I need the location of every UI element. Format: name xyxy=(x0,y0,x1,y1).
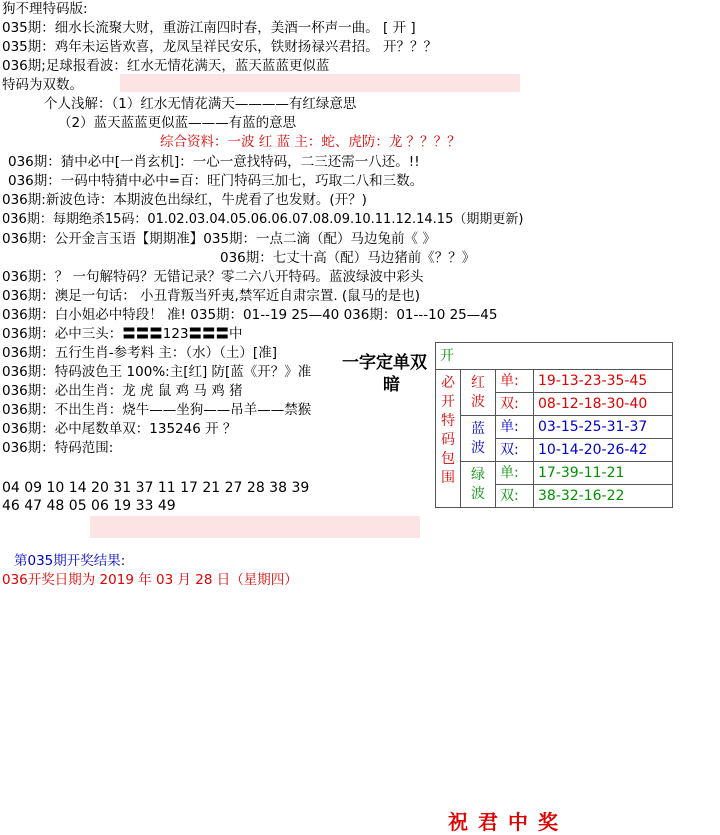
package-panel xyxy=(435,342,673,508)
blue-wave-label: 蓝波 xyxy=(461,416,496,462)
line-14: 036期：特码波色王 100%:主[红] 防[蓝《开？》准 xyxy=(2,364,312,380)
red-wave-label: 红波 xyxy=(461,370,496,416)
note-2: （2）蓝天蓝蓝更似蓝———有蓝的意思 xyxy=(58,115,297,131)
line-11: 036期：白小姐必中特段！ 准! 035期：01--19 25—40 036期：01---10 25—45 xyxy=(2,307,498,323)
line-7: 036期：公开金言玉语【期期准】035期：一点二滴（配）马边兔前《 》 xyxy=(2,231,436,247)
panel-tag: 单: xyxy=(496,462,534,485)
panel-kai: 开 xyxy=(436,343,673,370)
panel-tag: 双: xyxy=(496,485,534,508)
panel-side-label: 必开特码包围 xyxy=(436,370,461,508)
line-5: 036期:新波色诗：本期波色出绿红，牛虎看了也发财。(开？) xyxy=(2,192,367,208)
panel-nums: 17-39-11-21 xyxy=(534,462,673,485)
line-17: 036期：必中尾数单双：135246 开 ？ xyxy=(2,421,237,437)
panel-tag: 双: xyxy=(496,439,534,462)
line-15: 036期：必出生肖：龙 虎 鼠 鸡 马 鸡 猪 xyxy=(2,383,243,399)
panel-tag: 单: xyxy=(496,416,534,439)
green-wave-label: 绿波 xyxy=(461,462,496,508)
panel-nums: 10-14-20-26-42 xyxy=(534,439,673,462)
panel-tag: 单: xyxy=(496,370,534,393)
range-line-1: 04 09 10 14 20 31 37 11 17 21 27 28 38 39 xyxy=(2,480,310,496)
line-6: 036期：每期绝杀15码：01.02.03.04.05.06.06.07.08.09.10.11.12.14.15（期期更新) xyxy=(2,212,524,227)
page-title: 狗不理特码版: xyxy=(2,1,88,17)
bless-text: 祝君中奖 xyxy=(448,810,568,834)
range-line-2: 46 47 48 05 06 19 33 49 xyxy=(2,498,176,514)
result-title: 第035期开奖结果: xyxy=(14,553,126,569)
panel-tag: 双: xyxy=(496,393,534,416)
line-3: 036期：猜中必中[一肖玄机]：一心一意找特码，二三还需一八还。!! xyxy=(8,154,420,170)
line-035b: 035期：鸡年未运皆欢喜，龙凤呈祥民安乐，铁财扬禄兴君招。 开？？？ xyxy=(2,39,438,55)
highlight-band xyxy=(90,516,420,538)
zonghe-line: 综合资料：一波 红 蓝 主：蛇、虎防：龙 ？？？？ xyxy=(160,134,461,150)
line-9: 036期：？ 一句解特码？无错记录？零二六八开特码。蓝波绿波中彩头 xyxy=(2,269,424,285)
panel-nums: 03-15-25-31-37 xyxy=(534,416,673,439)
draw-date: 036开奖日期为 2019 年 03 月 28 日（星期四） xyxy=(2,572,298,588)
line-8: 036期：七丈十高（配）马边猪前《？？》 xyxy=(220,250,476,266)
line-13: 036期：五行生肖-参考料 主：（水）（土）[准] xyxy=(2,345,277,361)
note-1: 个人浅解：（1）红水无情花满天————有红绿意思 xyxy=(44,96,357,112)
line-036a: 036期;足球报看波：红水无情花满天，蓝天蓝蓝更似蓝 xyxy=(2,58,330,74)
line-18: 036期：特码范围: xyxy=(2,440,114,456)
panel-nums: 19-13-23-35-45 xyxy=(534,370,673,393)
line-10: 036期：澳足一句话： 小丑背叛当歼夷,禁军近自肃宗置. (鼠马的是也) xyxy=(2,288,420,304)
panel-nums: 08-12-18-30-40 xyxy=(534,393,673,416)
line-12: 036期：必中三头：〓〓〓123〓〓〓中 xyxy=(2,326,243,342)
line-4: 036期：一码中特猜中必中=百：旺门特码三加七，巧取二八和三数。 xyxy=(8,173,424,189)
highlight-band xyxy=(120,74,520,92)
line-035a: 035期：细水长流聚大财，重游江南四时春，美酒一杯声一曲。 [ 开 ] xyxy=(2,20,416,36)
zidan-sub: 暗 xyxy=(383,375,400,395)
line-16: 036期：不出生肖：烧牛——坐狗——吊羊——禁猴 xyxy=(2,402,312,418)
line-036b: 特码为双数。 xyxy=(2,77,83,93)
panel-nums: 38-32-16-22 xyxy=(534,485,673,508)
zidan-title: 一字定单双 xyxy=(342,353,427,373)
